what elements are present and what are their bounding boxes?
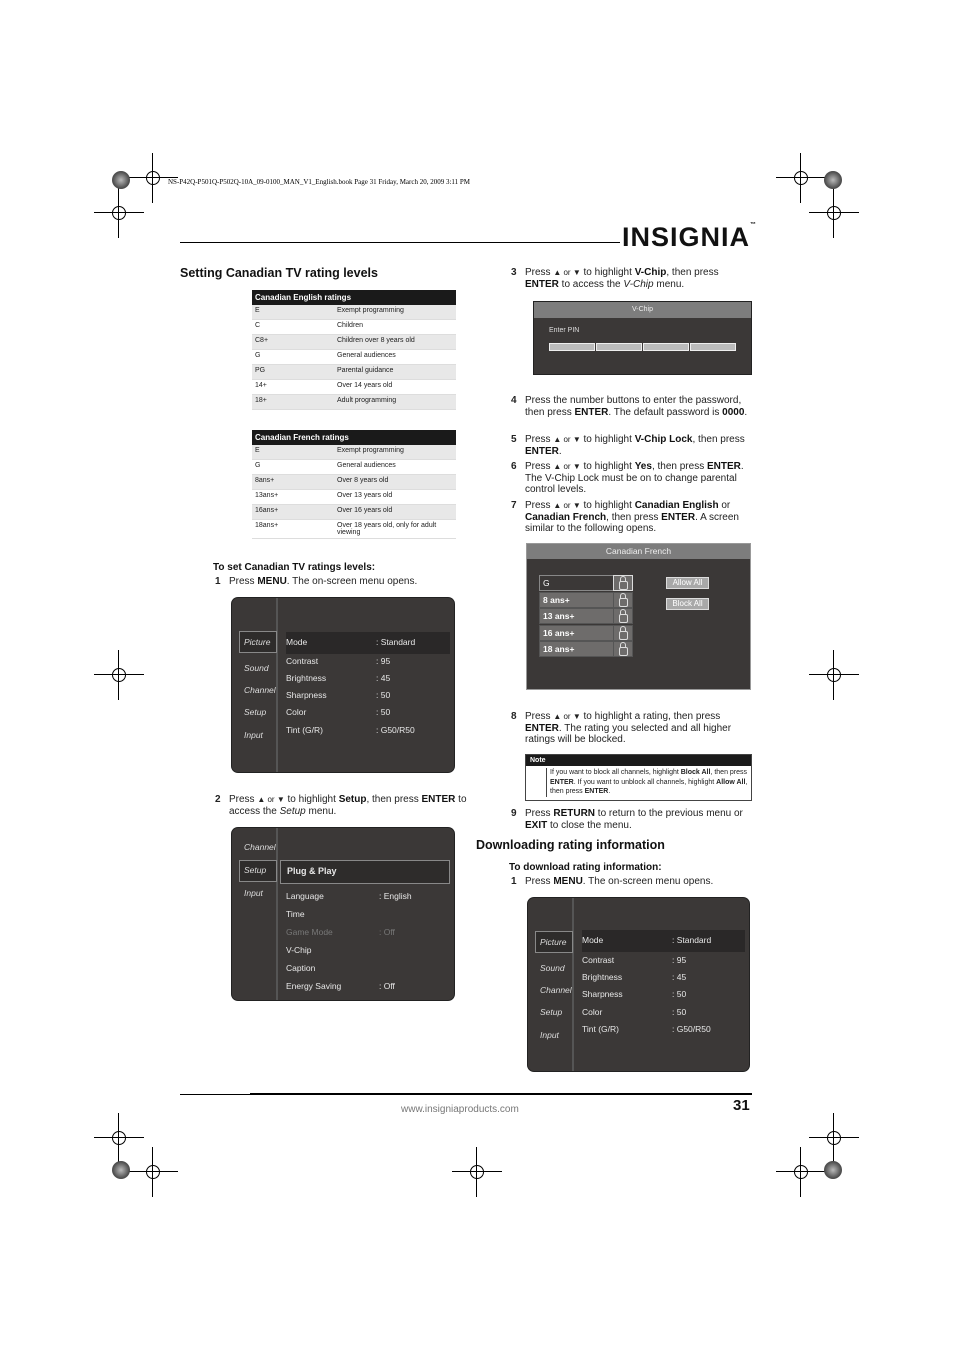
crop-mark-top-right bbox=[786, 163, 816, 193]
menu-row-contrast[interactable]: Contrast : 95 bbox=[582, 955, 687, 965]
crop-mark-top-left bbox=[138, 163, 168, 193]
english-ratings-table bbox=[252, 290, 456, 410]
rating-code: 16ans+ bbox=[252, 505, 334, 520]
menu-row-color[interactable]: Color : 50 bbox=[582, 1007, 687, 1017]
nav-sound[interactable]: Sound bbox=[540, 963, 565, 973]
nav-setup[interactable]: Setup bbox=[244, 707, 267, 717]
french-rating-item[interactable]: 13 ans+ bbox=[539, 608, 614, 624]
nav-channel[interactable]: Channel bbox=[244, 685, 276, 695]
picture-menu-screen-2 bbox=[528, 898, 749, 1071]
nav-setup[interactable]: Setup bbox=[244, 865, 267, 875]
nav-input[interactable]: Input bbox=[540, 1030, 559, 1040]
french-rating-item[interactable]: G bbox=[539, 575, 614, 591]
menu-row-brightness[interactable]: Brightness : 45 bbox=[286, 673, 391, 683]
setup-row-time[interactable]: Time bbox=[286, 909, 305, 919]
lock-icon[interactable] bbox=[613, 608, 633, 624]
rating-description: Exempt programming bbox=[334, 305, 456, 320]
lock-icon[interactable] bbox=[613, 592, 633, 608]
rating-row bbox=[252, 365, 456, 380]
nav-sound[interactable]: Sound bbox=[244, 663, 269, 673]
pin-digit-4[interactable] bbox=[690, 343, 736, 351]
lock-icon[interactable] bbox=[613, 575, 633, 591]
crop-mark-top-right-2 bbox=[819, 198, 849, 228]
left-step-2: 2 Press ▲ or ▼ to highlight Setup, then press ENTER to access the Setup menu. bbox=[215, 794, 467, 817]
rating-description: Exempt programming bbox=[334, 445, 456, 460]
rating-row bbox=[252, 505, 456, 520]
rating-description: Over 14 years old bbox=[334, 380, 456, 395]
nav-setup[interactable]: Setup bbox=[540, 1007, 563, 1017]
vchip-screen bbox=[534, 302, 751, 374]
crop-mark-bottom-left bbox=[104, 1123, 134, 1153]
setup-row-energy-saving[interactable]: Energy Saving : Off bbox=[286, 981, 395, 991]
french-ratings-table bbox=[252, 430, 456, 539]
nav-input[interactable]: Input bbox=[244, 888, 263, 898]
rating-code: 8ans+ bbox=[252, 475, 334, 490]
footer-url[interactable]: www.insigniaproducts.com bbox=[401, 1104, 519, 1115]
registration-ball-top-left bbox=[112, 171, 130, 189]
note-text: If you want to block all channels, highlight Block All, then press ENTER. If you want to unblock all channels, highlight Allow All, then press ENTER. bbox=[546, 768, 750, 797]
rating-row bbox=[252, 335, 456, 350]
rating-code: G bbox=[252, 350, 334, 365]
enter-pin-label: Enter PIN bbox=[549, 327, 580, 334]
pin-digit-1[interactable] bbox=[549, 343, 595, 351]
rating-code: 14+ bbox=[252, 380, 334, 395]
nav-picture[interactable]: Picture bbox=[244, 637, 271, 647]
pin-digit-2[interactable] bbox=[596, 343, 642, 351]
setup-row-game-mode: Game Mode : Off bbox=[286, 927, 395, 937]
rating-description: Adult programming bbox=[334, 395, 456, 410]
crop-mark-mid-left bbox=[104, 660, 134, 690]
menu-row-mode[interactable]: Mode : Standard bbox=[286, 632, 450, 654]
right-step-8: 8 Press ▲ or ▼ to highlight a rating, then press ENTER. The rating you selected and all higher ratings will be blocked. bbox=[511, 711, 732, 745]
lock-icon[interactable] bbox=[613, 641, 633, 657]
rating-description: General audiences bbox=[334, 350, 456, 365]
rating-code: E bbox=[252, 445, 334, 460]
rating-row bbox=[252, 320, 456, 335]
french-table-header: Canadian French ratings bbox=[252, 430, 456, 445]
nav-input[interactable]: Input bbox=[244, 730, 263, 740]
rating-code: G bbox=[252, 460, 334, 475]
rating-code: 13ans+ bbox=[252, 490, 334, 505]
rating-row bbox=[252, 460, 456, 475]
menu-row-mode[interactable]: Mode : Standard bbox=[582, 930, 745, 952]
rating-row bbox=[252, 520, 456, 539]
vchip-title-bar: V-Chip bbox=[534, 302, 751, 318]
file-info: NS-P42Q-P501Q-P502Q-10A_09-0100_MAN_V1_English.book Page 31 Friday, March 20, 2009 3:11 PM bbox=[168, 178, 471, 186]
nav-channel[interactable]: Channel bbox=[540, 985, 572, 995]
rating-description: Over 8 years old bbox=[334, 475, 456, 490]
rating-row bbox=[252, 395, 456, 410]
french-rating-item[interactable]: 8 ans+ bbox=[539, 592, 614, 608]
rating-code: 18ans+ bbox=[252, 520, 334, 539]
right-step-6: 6 Press ▲ or ▼ to highlight Yes, then press ENTER. The V-Chip Lock must be on to change parental control levels. bbox=[511, 461, 744, 495]
footer-rule-accent bbox=[250, 1093, 752, 1095]
crop-mark-bottom-right-2 bbox=[819, 1123, 849, 1153]
registration-ball-bottom-left bbox=[112, 1161, 130, 1179]
page-number: 31 bbox=[733, 1097, 750, 1114]
trademark: ™ bbox=[750, 222, 758, 228]
rating-row bbox=[252, 445, 456, 460]
right-step-1-download: 1 Press MENU. The on-screen menu opens. bbox=[511, 876, 714, 887]
rating-code: E bbox=[252, 305, 334, 320]
rating-description: Over 13 years old bbox=[334, 490, 456, 505]
crop-mark-bottom-left-2 bbox=[138, 1157, 168, 1187]
lock-icon[interactable] bbox=[613, 625, 633, 641]
crop-mark-bottom-right bbox=[786, 1157, 816, 1187]
rating-row bbox=[252, 490, 456, 505]
left-step-1: 1 Press MENU. The on-screen menu opens. bbox=[215, 576, 418, 587]
section-title-downloading: Downloading rating information bbox=[476, 838, 665, 852]
procedure-title-download: To download rating information: bbox=[509, 862, 662, 873]
block-all-button[interactable]: Block All bbox=[666, 598, 709, 610]
nav-channel[interactable]: Channel bbox=[244, 842, 276, 852]
setup-row-vchip[interactable]: V-Chip bbox=[286, 945, 312, 955]
picture-menu-screen bbox=[232, 598, 454, 772]
setup-menu-screen bbox=[232, 828, 454, 1000]
rating-row bbox=[252, 380, 456, 395]
right-step-5: 5 Press ▲ or ▼ to highlight V-Chip Lock, then press ENTER. bbox=[511, 434, 745, 457]
section-title-canadian: Setting Canadian TV rating levels bbox=[180, 266, 378, 280]
pin-digit-3[interactable] bbox=[643, 343, 689, 351]
rating-description: Parental guidance bbox=[334, 365, 456, 380]
setup-row-language[interactable]: Language : English bbox=[286, 891, 412, 901]
right-step-3: 3 Press ▲ or ▼ to highlight V-Chip, then press ENTER to access the V-Chip menu. bbox=[511, 267, 719, 290]
rating-description: Children bbox=[334, 320, 456, 335]
procedure-title-set: To set Canadian TV ratings levels: bbox=[213, 562, 376, 573]
plug-and-play-item[interactable]: Plug & Play bbox=[280, 860, 450, 884]
rating-code: C8+ bbox=[252, 335, 334, 350]
canadian-french-screen bbox=[527, 544, 750, 689]
rating-code: PG bbox=[252, 365, 334, 380]
rating-description: Children over 8 years old bbox=[334, 335, 456, 350]
menu-row-sharpness[interactable]: Sharpness : 50 bbox=[286, 690, 391, 700]
nav-picture[interactable]: Picture bbox=[540, 937, 567, 947]
menu-row-tint[interactable]: Tint (G/R) : G50/R50 bbox=[582, 1024, 711, 1034]
brand-logo bbox=[622, 222, 757, 253]
rating-description: Over 16 years old bbox=[334, 505, 456, 520]
menu-row-tint[interactable]: Tint (G/R) : G50/R50 bbox=[286, 725, 415, 735]
note-box bbox=[525, 754, 752, 801]
right-step-7: 7 Press ▲ or ▼ to highlight Canadian English or Canadian French, then press ENTER. A screen similar to the following opens. bbox=[511, 500, 739, 534]
french-rating-item[interactable]: 16 ans+ bbox=[539, 625, 614, 641]
menu-row-sharpness[interactable]: Sharpness : 50 bbox=[582, 989, 687, 999]
menu-row-brightness[interactable]: Brightness : 45 bbox=[582, 972, 687, 982]
setup-row-caption[interactable]: Caption bbox=[286, 963, 316, 973]
header-rule bbox=[180, 242, 620, 243]
registration-ball-top-right bbox=[824, 171, 842, 189]
rating-row bbox=[252, 305, 456, 320]
registration-ball-bottom-right bbox=[824, 1161, 842, 1179]
crop-mark-top-left-2 bbox=[104, 198, 134, 228]
menu-row-color[interactable]: Color : 50 bbox=[286, 707, 391, 717]
french-rating-item[interactable]: 18 ans+ bbox=[539, 641, 614, 657]
right-step-9: 9 Press RETURN to return to the previous menu or EXIT to close the menu. bbox=[511, 808, 743, 831]
canadian-french-title-bar: Canadian French bbox=[527, 544, 750, 559]
right-step-4: 4 Press the number buttons to enter the password, then press ENTER. The default password is 0000. bbox=[511, 395, 748, 418]
english-table-header: Canadian English ratings bbox=[252, 290, 456, 305]
rating-row bbox=[252, 350, 456, 365]
note-label: Note bbox=[526, 755, 751, 766]
menu-row-contrast[interactable]: Contrast : 95 bbox=[286, 656, 391, 666]
rating-description: Over 18 years old, only for adult viewing bbox=[334, 520, 456, 539]
crop-mark-bottom-center bbox=[462, 1157, 492, 1187]
brand-name: INSIGNIA bbox=[622, 222, 751, 252]
allow-all-button[interactable]: Allow All bbox=[666, 577, 709, 589]
rating-description: General audiences bbox=[334, 460, 456, 475]
rating-row bbox=[252, 475, 456, 490]
crop-mark-mid-right bbox=[819, 660, 849, 690]
rating-code: C bbox=[252, 320, 334, 335]
rating-code: 18+ bbox=[252, 395, 334, 410]
